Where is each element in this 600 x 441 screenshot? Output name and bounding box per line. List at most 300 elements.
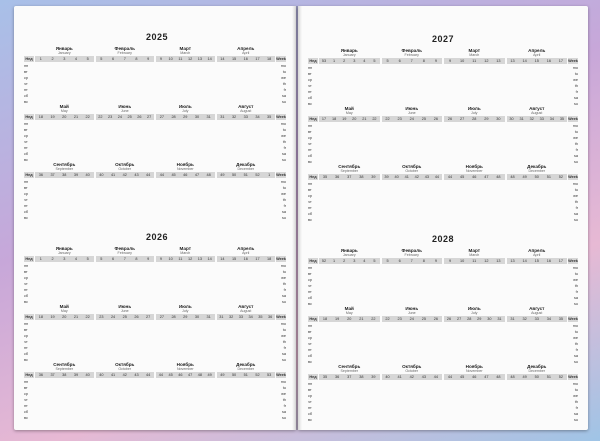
week-number: 34 (248, 315, 253, 319)
week-number: 14 (522, 59, 527, 63)
weekday-label: пн (308, 266, 313, 270)
week-number: 46 (183, 173, 188, 177)
week-number: 29 (477, 317, 482, 321)
weekday-label: сб (24, 352, 29, 356)
month-name-ru: Декабрь (527, 164, 547, 169)
week-numbers-row (156, 56, 215, 62)
week-number: 7 (410, 259, 413, 263)
week-number: 44 (146, 173, 151, 177)
week-numbers-row (444, 316, 505, 322)
weekday-label: mo (572, 182, 578, 186)
weekday-label: пт (24, 288, 28, 292)
week-number: 41 (404, 175, 409, 179)
week-numbers-row (319, 58, 380, 64)
week-header-ru: Нед (25, 257, 33, 261)
week-number: 14 (220, 57, 225, 61)
week-header-ru: Нед (309, 259, 317, 263)
weekday-label: чт (24, 82, 28, 86)
week-number: 4 (363, 59, 366, 63)
month-name-ru: Январь (55, 246, 73, 251)
week-number: 19 (335, 317, 340, 321)
week-numbers-row (96, 114, 155, 120)
week-number: 20 (352, 117, 357, 121)
weekday-label: пт (24, 346, 28, 350)
weekday-label: tu (574, 72, 578, 76)
week-number: 41 (397, 375, 402, 379)
quarter-strip (24, 246, 286, 304)
week-number: 50 (231, 173, 237, 177)
week-number: 9 (147, 57, 150, 61)
week-number: 49 (207, 373, 212, 377)
month-name-ru: Июнь (405, 106, 419, 111)
week-number: 17 (558, 59, 564, 63)
week-number: 12 (188, 257, 193, 261)
week-number: 43 (424, 175, 429, 179)
week-number: 11 (178, 257, 183, 261)
week-number: 33 (534, 317, 539, 321)
month-name-ru: Июль (467, 306, 481, 311)
week-numbers-row (507, 58, 568, 64)
month-name-en: February (404, 253, 419, 257)
week-number: 25 (421, 117, 426, 121)
week-numbers-row (382, 316, 443, 322)
weekday-label: su (573, 360, 578, 364)
weekday-label: чт (24, 198, 28, 202)
week-header-en: Week (276, 315, 286, 319)
weekday-label: mo (572, 382, 578, 386)
week-number: 1 (333, 59, 336, 63)
weekday-label: sa (573, 212, 578, 216)
weekday-label: we (281, 334, 286, 338)
week-number: 9 (434, 259, 437, 263)
week-number: 26 (134, 315, 139, 319)
weekday-label: ср (308, 136, 313, 140)
month-name-en: August (531, 111, 543, 115)
week-number: 48 (197, 373, 202, 377)
week-number: 18 (267, 57, 272, 61)
month-name-ru: Февраль (401, 248, 422, 253)
week-numbers-row (96, 172, 155, 178)
week-number: 13 (197, 257, 202, 261)
week-number: 28 (171, 315, 176, 319)
week-numbers-row (507, 258, 568, 264)
weekday-label: sa (281, 294, 286, 298)
week-number: 22 (371, 317, 376, 321)
week-number: 44 (158, 373, 163, 377)
weekday-label: sa (573, 154, 578, 158)
month-name-en: April (533, 253, 541, 257)
week-number: 1 (39, 57, 42, 61)
week-number: 6 (111, 57, 115, 61)
week-number: 27 (159, 115, 164, 119)
week-number: 5 (386, 259, 389, 263)
month-name-en: January (57, 51, 71, 55)
week-number: 51 (243, 173, 248, 177)
week-number: 34 (255, 115, 260, 119)
week-number: 31 (510, 317, 515, 321)
week-numbers-row (156, 114, 215, 120)
week-number: 2 (343, 259, 346, 263)
week-number: 33 (539, 117, 544, 121)
week-number: 18 (38, 115, 43, 119)
week-number: 46 (472, 175, 477, 179)
week-number: 39 (73, 173, 79, 177)
month-september (35, 362, 94, 430)
week-number: 12 (484, 259, 489, 263)
week-number: 21 (73, 315, 79, 319)
week-number: 1 (39, 257, 42, 261)
month-name-ru: Декабрь (236, 362, 256, 367)
week-number: 6 (111, 257, 115, 261)
week-number: 46 (472, 375, 477, 379)
week-numbers-row (382, 258, 443, 264)
week-number: 47 (194, 173, 200, 177)
weekday-label: вс (308, 302, 312, 306)
week-number: 26 (433, 117, 439, 121)
week-number: 48 (496, 175, 501, 179)
weekday-label: пн (308, 324, 313, 328)
week-numbers-row (444, 374, 505, 380)
month-name-en: December (528, 369, 546, 373)
weekday-label: th (282, 140, 286, 144)
month-name-en: February (117, 251, 132, 255)
week-number: 9 (448, 59, 452, 63)
month-name-en: January (57, 251, 71, 255)
week-number: 8 (135, 57, 138, 61)
weekday-label: пн (24, 380, 29, 384)
week-number: 7 (123, 257, 126, 261)
weekday-label: sa (573, 296, 578, 300)
weekday-label: сб (308, 154, 313, 158)
week-number: 6 (398, 259, 401, 263)
week-number: 16 (546, 259, 551, 263)
weekday-label: чт (308, 284, 312, 288)
month-name-ru: Август (529, 106, 545, 111)
week-numbers-row (156, 256, 215, 262)
weekday-label: ср (24, 134, 29, 138)
week-number: 36 (38, 373, 43, 377)
month-name-ru: Октябрь (402, 364, 422, 369)
week-number: 4 (74, 257, 78, 261)
week-number: 40 (99, 373, 104, 377)
weekday-label: mo (280, 322, 286, 326)
month-name-en: January (342, 253, 356, 257)
week-number: 30 (487, 317, 492, 321)
month-name-ru: Апрель (528, 248, 546, 253)
week-number: 30 (194, 115, 200, 119)
month-name-en: September (55, 167, 74, 171)
month-name-ru: Апрель (528, 48, 546, 53)
month-name-ru: Февраль (401, 48, 422, 53)
month-november (444, 364, 505, 430)
week-header-ru: Нед (25, 373, 33, 377)
week-number: 27 (159, 315, 164, 319)
weekday-label: mo (280, 380, 286, 384)
week-number: 28 (472, 117, 477, 121)
weekday-label: th (282, 82, 286, 86)
week-number: 1 (268, 173, 271, 177)
weekday-label: чт (308, 400, 312, 404)
weekday-label: сб (308, 96, 313, 100)
week-number: 11 (472, 259, 477, 263)
week-header-ru: Нед (25, 315, 33, 319)
quarter-strip (24, 46, 286, 104)
month-name-en: March (180, 251, 191, 255)
weekday-label: we (281, 76, 286, 80)
week-number: 12 (188, 57, 193, 61)
quarter-strip (308, 248, 578, 306)
quarter-strip (24, 304, 286, 362)
weekday-label: tu (574, 188, 578, 192)
week-header-ru: Нед (309, 175, 317, 179)
weekday-label: вт (24, 328, 28, 332)
weekday-label: we (573, 78, 578, 82)
weekday-label: fr (283, 404, 286, 408)
week-number: 38 (62, 173, 67, 177)
weekday-label: ср (308, 78, 313, 82)
quarter-strip (308, 164, 578, 222)
week-numbers-row (217, 372, 276, 378)
month-name-en: March (180, 51, 191, 55)
week-number: 30 (509, 117, 514, 121)
weekday-label: пн (308, 124, 313, 128)
month-name-en: December (237, 167, 255, 171)
right-page (298, 6, 588, 430)
week-number: 37 (347, 375, 352, 379)
week-number: 35 (322, 375, 328, 379)
weekday-label: вс (24, 416, 28, 420)
week-numbers-row (156, 372, 215, 378)
weekday-label: чт (308, 84, 312, 88)
week-number: 15 (231, 257, 237, 261)
week-number: 32 (522, 317, 527, 321)
month-name-ru: Декабрь (527, 364, 547, 369)
month-name-en: July (471, 311, 478, 315)
weekday-label: пт (308, 406, 312, 410)
weekday-label: su (281, 300, 286, 304)
week-number: 5 (373, 59, 376, 63)
week-number: 19 (50, 115, 55, 119)
weekday-label: ср (308, 336, 313, 340)
weekday-label: чт (24, 140, 28, 144)
weekday-label: ср (24, 334, 29, 338)
weekday-label: fr (283, 88, 286, 92)
week-number: 29 (183, 115, 188, 119)
week-number: 49 (522, 175, 527, 179)
week-number: 53 (321, 59, 327, 63)
weekday-label: mo (572, 266, 578, 270)
month-december (507, 364, 568, 430)
week-number: 37 (50, 373, 55, 377)
week-number: 43 (421, 375, 426, 379)
week-number: 51 (546, 375, 551, 379)
weekday-label: пн (24, 180, 29, 184)
month-name-ru: Июль (467, 106, 481, 111)
week-number: 18 (38, 315, 43, 319)
weekday-label: пт (308, 348, 312, 352)
week-numbers-row (96, 314, 155, 320)
weekday-label: ср (24, 192, 29, 196)
week-number: 24 (409, 117, 414, 121)
week-numbers-row (319, 374, 380, 380)
month-name-ru: Сентябрь (53, 162, 76, 167)
weekday-label: пн (308, 382, 313, 386)
weekday-label: we (281, 192, 286, 196)
month-november (156, 362, 215, 430)
weekday-label: сб (308, 412, 313, 416)
week-number: 22 (385, 317, 390, 321)
month-name-en: February (404, 53, 419, 57)
week-numbers-row (96, 372, 155, 378)
week-number: 52 (255, 173, 260, 177)
week-number: 27 (457, 317, 462, 321)
week-number: 9 (147, 257, 150, 261)
month-name-en: February (117, 51, 132, 55)
week-number: 47 (188, 373, 193, 377)
weekday-label: th (574, 342, 578, 346)
week-number: 31 (206, 115, 211, 119)
week-number: 13 (510, 59, 515, 63)
month-name-en: July (471, 111, 478, 115)
week-numbers-row (382, 374, 443, 380)
weekday-label: вс (308, 218, 312, 222)
week-number: 22 (372, 117, 377, 121)
week-number: 49 (220, 173, 225, 177)
weekday-label: fr (283, 204, 286, 208)
week-number: 33 (243, 115, 248, 119)
week-number: 31 (219, 315, 224, 319)
week-number: 45 (168, 373, 173, 377)
week-header-ru: Нед (25, 115, 33, 119)
quarter-strip (308, 106, 578, 164)
week-number: 39 (73, 373, 79, 377)
week-number: 44 (433, 375, 439, 379)
weekday-label: fr (575, 290, 578, 294)
weekday-label: пн (24, 64, 29, 68)
weekday-label: пт (24, 146, 28, 150)
week-number: 2 (51, 57, 54, 61)
week-number: 3 (353, 59, 356, 63)
week-number: 39 (371, 175, 376, 179)
year-title: 2028 (432, 234, 455, 244)
weekday-label: вт (308, 272, 312, 276)
week-number: 5 (386, 59, 389, 63)
week-number: 20 (347, 317, 352, 321)
week-number: 18 (322, 317, 328, 321)
week-number: 10 (168, 257, 173, 261)
week-header-en: Week (568, 117, 578, 121)
week-numbers-row (382, 116, 443, 122)
weekday-label: пн (308, 182, 313, 186)
month-name-en: December (237, 367, 255, 371)
week-number: 13 (510, 259, 515, 263)
week-numbers-row (444, 58, 505, 64)
quarter-strip (24, 104, 286, 162)
week-numbers-row (156, 314, 215, 320)
week-number: 20 (62, 315, 67, 319)
week-number: 42 (409, 375, 414, 379)
year-block-2028 (298, 218, 588, 430)
weekday-column-en (568, 374, 578, 430)
month-name-ru: Январь (340, 48, 358, 53)
week-numbers-row (35, 56, 94, 62)
month-october (96, 362, 155, 430)
week-number: 26 (447, 117, 453, 121)
weekday-label: сб (308, 212, 313, 216)
week-number: 5 (86, 257, 89, 261)
month-name-en: October (405, 369, 419, 373)
week-number: 7 (123, 57, 126, 61)
week-number: 21 (73, 115, 79, 119)
weekday-label: th (574, 84, 578, 88)
week-numbers-row (319, 174, 380, 180)
month-name-en: June (407, 111, 416, 115)
week-number: 50 (231, 373, 237, 377)
week-numbers-row (217, 56, 276, 62)
week-header-ru: Нед (25, 173, 33, 177)
week-number: 2 (51, 257, 54, 261)
week-number: 29 (484, 117, 489, 121)
week-numbers-row (507, 116, 568, 122)
weekday-label: tu (574, 272, 578, 276)
week-number: 51 (546, 175, 551, 179)
week-number: 16 (546, 59, 551, 63)
week-number: 3 (353, 259, 356, 263)
year-block-2025 (14, 6, 296, 218)
week-number: 16 (243, 57, 248, 61)
month-name-en: March (469, 53, 480, 57)
week-numbers-row (319, 116, 380, 122)
month-name-en: November (465, 369, 483, 373)
month-name-ru: Август (238, 304, 254, 309)
month-name-en: September (55, 367, 74, 371)
week-numbers-row (35, 256, 94, 262)
year-title: 2025 (146, 32, 169, 42)
weekday-label: we (573, 278, 578, 282)
week-number: 32 (529, 117, 534, 121)
week-header-ru: Нед (309, 317, 317, 321)
week-number: 22 (385, 117, 390, 121)
weekday-label: пт (24, 204, 28, 208)
week-header-en: Week (568, 59, 578, 63)
weekday-label: fr (575, 148, 578, 152)
week-number: 32 (231, 115, 237, 119)
month-name-ru: Ноябрь (176, 162, 194, 167)
week-numbers-row (96, 256, 155, 262)
week-number: 37 (347, 175, 352, 179)
weekday-label: чт (308, 342, 312, 346)
week-header-en: Week (568, 317, 578, 321)
weekday-label: sa (573, 96, 578, 100)
week-number: 14 (207, 57, 212, 61)
weekday-label: mo (280, 64, 286, 68)
weekday-label: вт (308, 330, 312, 334)
week-number: 15 (534, 259, 539, 263)
weekday-label: fr (283, 146, 286, 150)
week-number: 48 (510, 175, 515, 179)
week-number: 27 (147, 115, 152, 119)
weekday-label: mo (572, 124, 578, 128)
weekday-label: вт (24, 186, 28, 190)
month-name-en: June (120, 109, 129, 113)
weekday-label: пн (24, 264, 29, 268)
weekday-label: пт (24, 88, 28, 92)
week-number: 25 (127, 115, 132, 119)
week-number: 52 (321, 259, 327, 263)
month-name-ru: Октябрь (402, 164, 422, 169)
week-number: 14 (207, 257, 212, 261)
week-number: 24 (110, 315, 116, 319)
